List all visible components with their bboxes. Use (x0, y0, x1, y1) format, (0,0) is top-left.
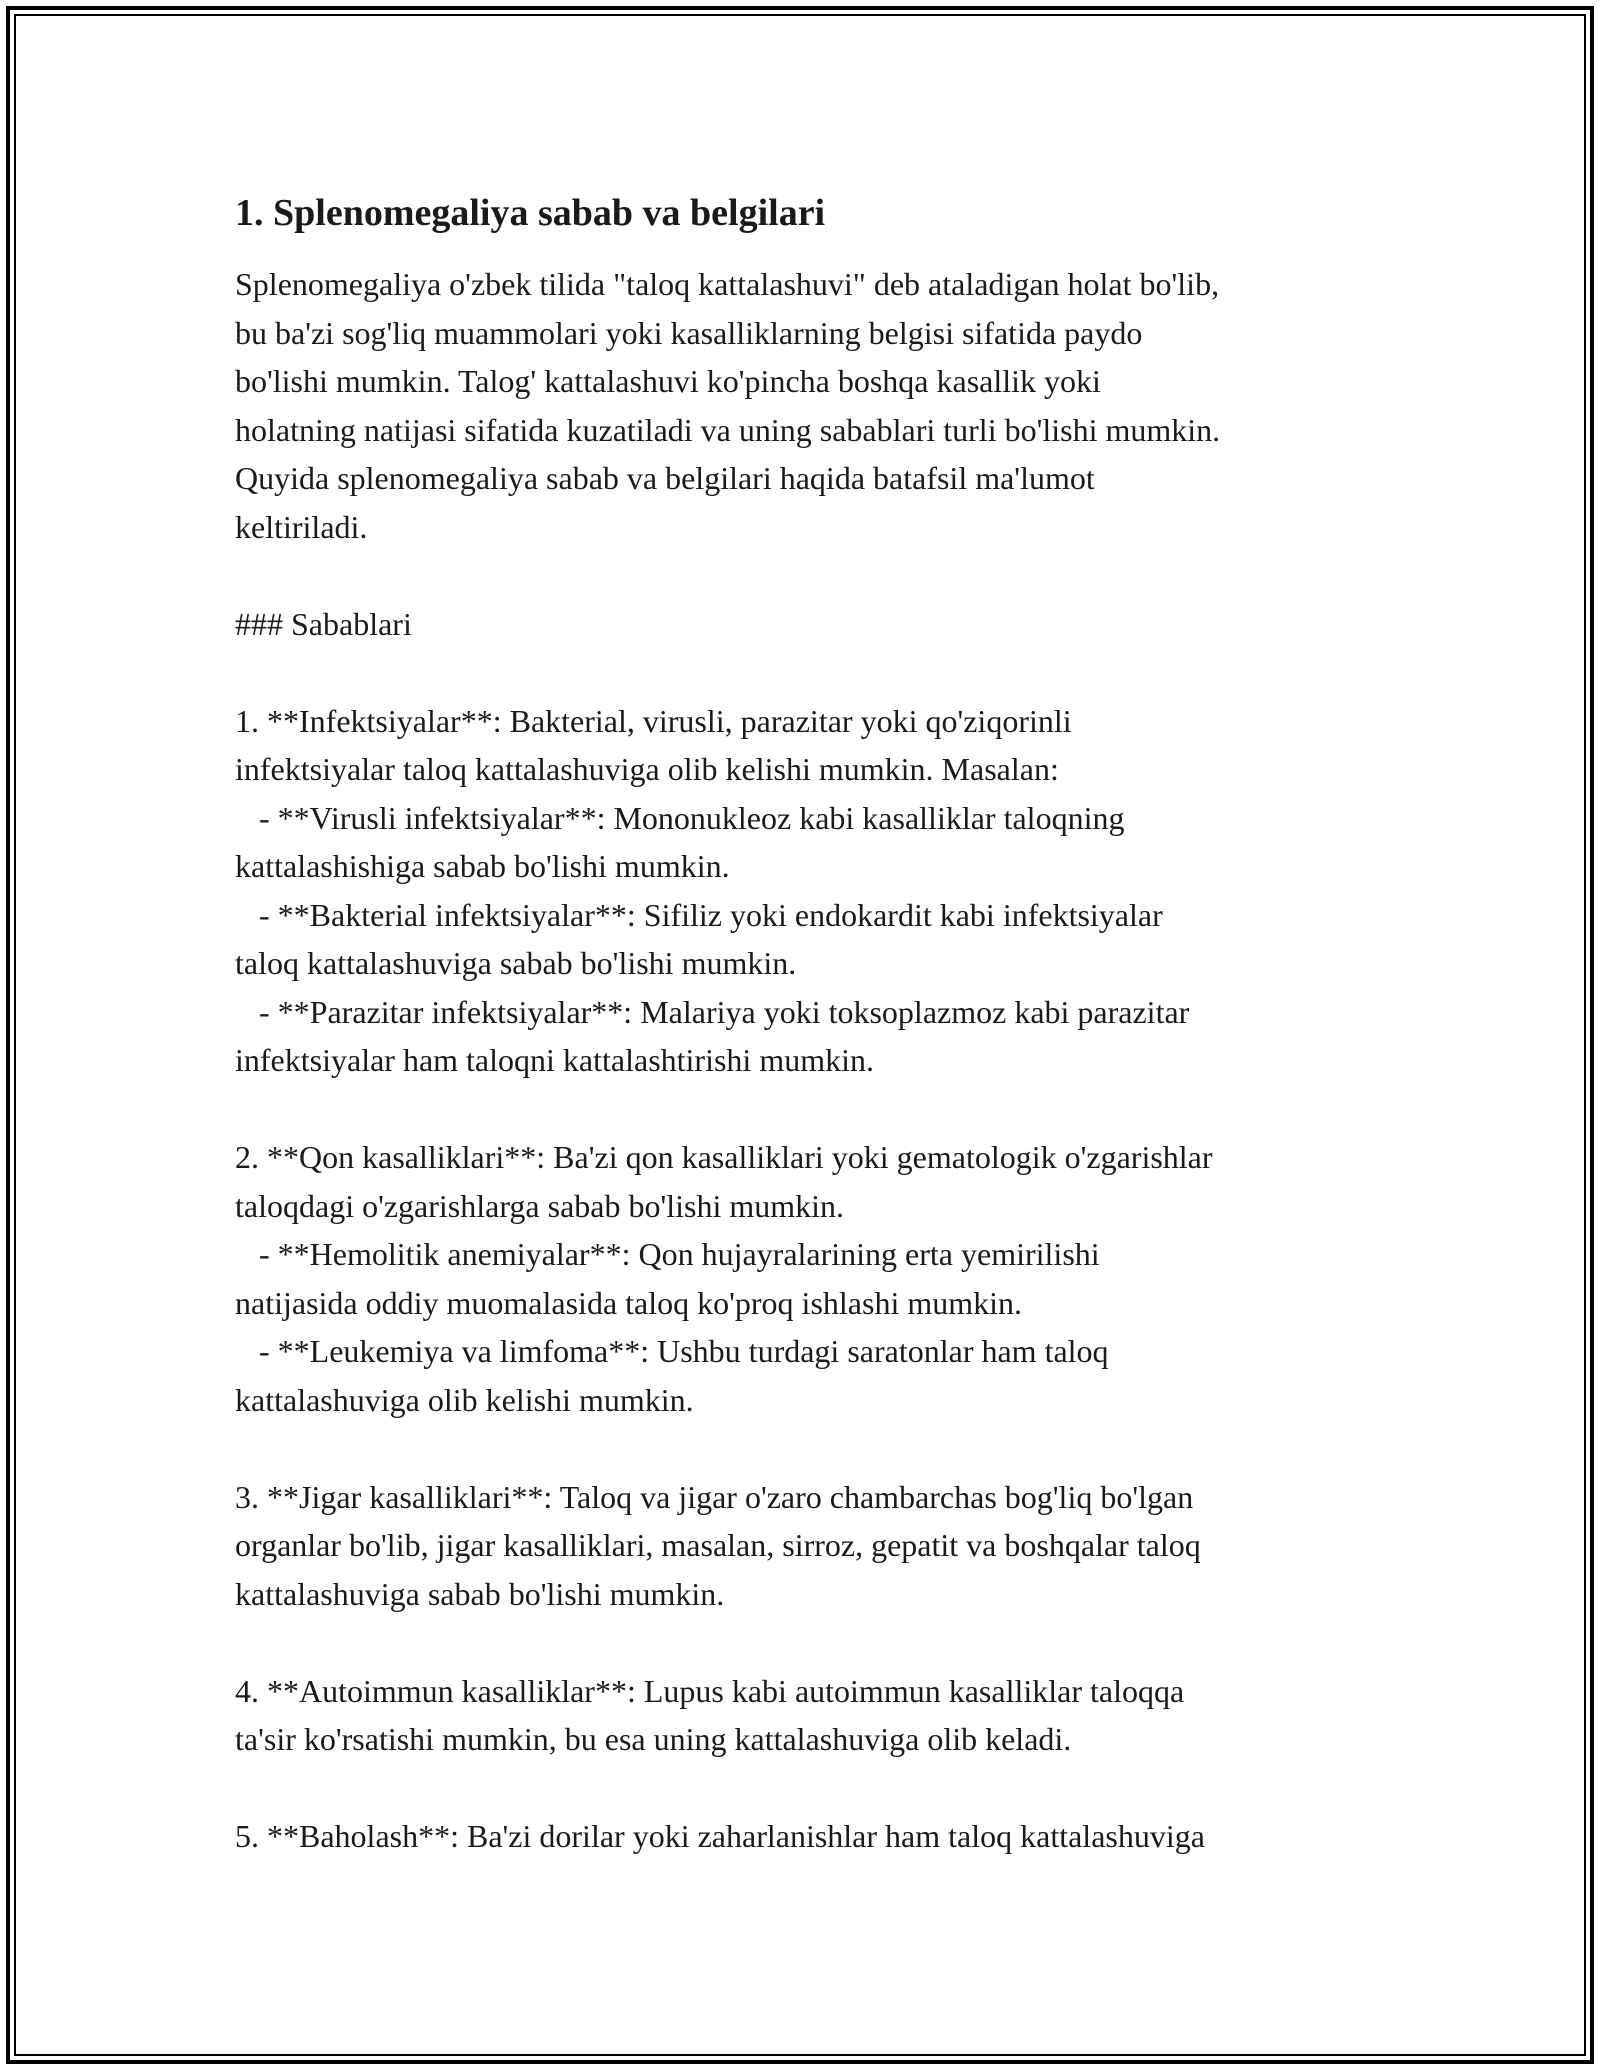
document-body: Splenomegaliya o'zbek tilida "taloq kattalashuvi" deb ataladigan holat bo'lib, bu ba'zi sog'liq muammolari yoki kasalliklarning belgisi sifatida paydo bo'lishi mumkin. Talog' kattalashuvi ko'pincha boshqa kasallik yoki holatning natijasi sifatida kuzatiladi va uning sabablari turli bo'lishi mumkin. Quyida splenomegaliya sabab va belgilari haqida batafsil ma'lumot keltiriladi. ### Sabablari 1. **Infektsiyalar**: Bakterial, virusli, parazitar yoki qo'ziqorinli infektsiyalar taloq kattalashuviga olib kelishi mumkin. Masalan: - **Virusli infektsiyalar**: Mononukleoz kabi kasalliklar taloqning kattalashishiga sabab bo'lishi mumkin. - **Bakterial infektsiyalar**: Sifiliz yoki endokardit kabi infektsiyalar taloq kattalashuviga sabab bo'lishi mumkin. - **Parazitar infektsiyalar**: Malariya yoki toksoplazmoz kabi parazitar infektsiyalar ham taloqni kattalashtirishi mumkin. 2. **Qon kasalliklari**: Ba'zi qon kasalliklari yoki gematologik o'zgarishlar taloqdagi o'zgarishlarga sabab bo'lishi mumkin. - **Hemolitik anemiyalar**: Qon hujayralarining erta yemirilishi natijasida oddiy muomalasida taloq ko'proq ishlashi mumkin. - **Leukemiya va limfoma**: Ushbu turdagi saratonlar ham taloq kattalashuviga olib kelishi mumkin. 3. **Jigar kasalliklari**: Taloq va jigar o'zaro chambarchas bog'liq bo'lgan organlar bo'lib, jigar kasalliklari, masalan, sirroz, gepatit va boshqalar taloq kattalashuviga sabab bo'lishi mumkin. 4. **Autoimmun kasalliklar**: Lupus kabi autoimmun kasalliklar taloqqa ta'sir ko'rsatishi mumkin, bu esa uning kattalashuviga olib keladi. 5. **Baholash**: Ba'zi dorilar yoki zaharlanishlar ham taloq kattalashuviga (235, 266, 1221, 1854)
document-title: 1. Splenomegaliya sabab va belgilari (235, 192, 826, 234)
document-content (235, 188, 1385, 1861)
